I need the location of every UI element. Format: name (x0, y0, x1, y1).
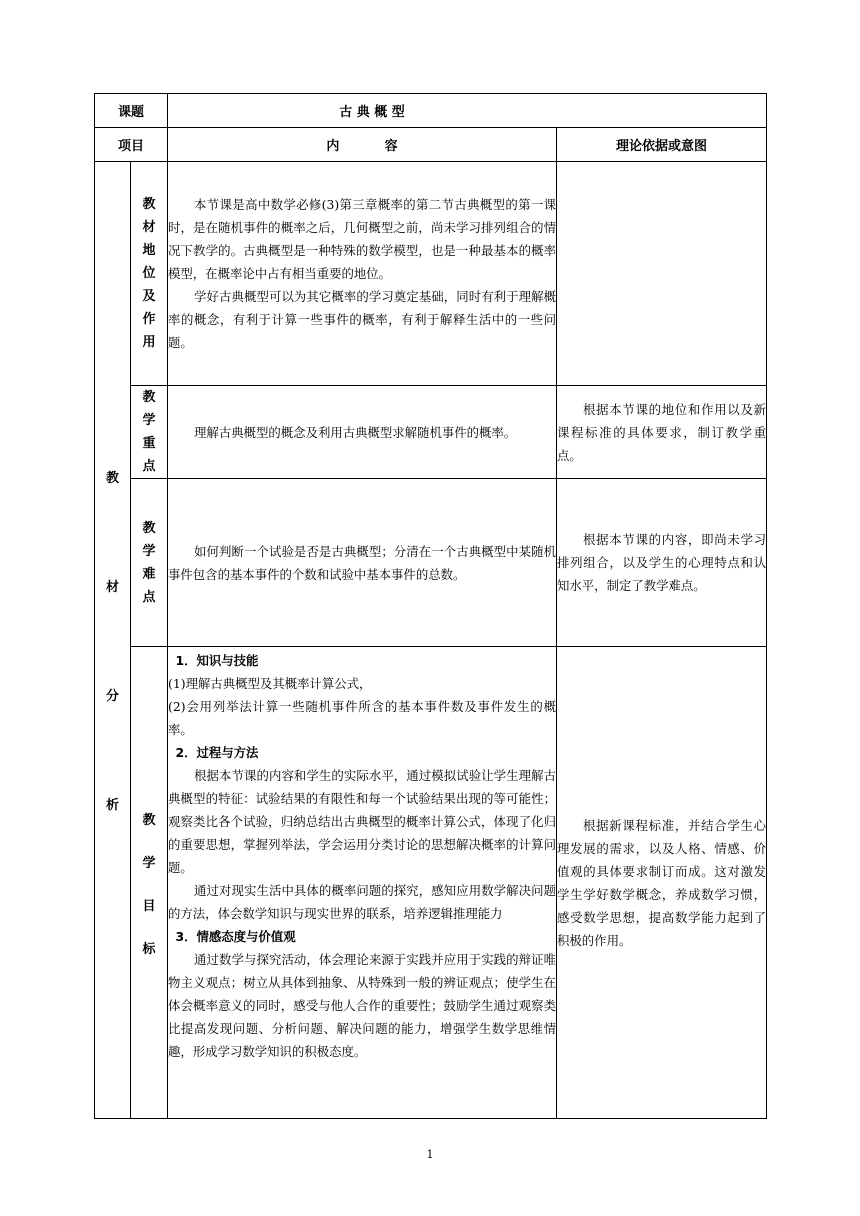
content-label: 内 容 (168, 128, 557, 162)
row-label-char: 难 (142, 566, 156, 582)
row-label-char: 点 (142, 589, 156, 605)
row-label-char: 学 (142, 855, 156, 871)
row-material-position (95, 162, 767, 386)
row-label-char: 目 (142, 898, 156, 914)
goal-item: (1)理解古典概型及其概率计算公式， (168, 676, 372, 691)
row-label-key-point (131, 386, 168, 479)
goal-heading: 1．知识与技能 (175, 653, 259, 668)
rationale-paragraph: 根据本节课的地位和作用以及新课程标准的具体要求，制订教学重点。 (557, 401, 767, 463)
section-label (95, 162, 131, 1119)
item-label: 项目 (95, 128, 168, 162)
column-header-row (95, 128, 767, 162)
rationale-teaching-goals (557, 647, 767, 1119)
content-key-point (168, 386, 557, 479)
row-label-material-position (131, 162, 168, 386)
row-difficulty (95, 479, 767, 647)
row-label-char: 及 (142, 289, 156, 304)
row-label-difficulty (131, 479, 168, 647)
row-label-char: 学 (142, 413, 156, 428)
rationale-key-point (557, 386, 767, 479)
row-label-char: 用 (142, 335, 156, 350)
row-label-char: 作 (142, 312, 156, 327)
content-material-position (168, 162, 557, 386)
row-label-char: 学 (142, 543, 156, 559)
content-teaching-goals (168, 647, 557, 1119)
topic-title (168, 94, 767, 128)
row-teaching-goals (95, 647, 767, 1119)
content-paragraph: 学好古典概型可以为其它概率的学习奠定基础，同时有利于理解概率的概念，有利于计算一些事件的概率，有利于解释生活中的一些问题。 (168, 289, 557, 350)
row-label-char: 教 (142, 520, 156, 536)
goal-heading: 3．情感态度与价值观 (175, 929, 296, 944)
row-label-char: 教 (142, 812, 156, 828)
section-label-char: 析 (105, 798, 119, 813)
goal-paragraph: 通过对现实生活中具体的概率问题的探究，感知应用数学解决问题的方法，体会数学知识与现实世界的联系，培养逻辑推理能力 (168, 883, 557, 921)
goal-item: (2)会用列举法计算一些随机事件所含的基本事件数及事件发生的概率。 (168, 699, 557, 737)
goal-paragraph: 根据本节课的内容和学生的实际水平，通过模拟试验让学生理解古典概型的特征：试验结果的有限性和每一个试验结果出现的等可能性；观察类比各个试验，归纳总结出古典概型的概率计算公式，体现了化归的重要思想，掌握列举法，学会运用分类讨论的思想解决概率的计算问题。 (168, 768, 557, 875)
row-label-teaching-goals (131, 647, 168, 1119)
topic-title-text: 古 典 概 型 (339, 105, 405, 120)
row-label-char: 教 (142, 197, 156, 212)
row-label-char: 重 (142, 436, 156, 451)
goal-heading: 2．过程与方法 (175, 745, 259, 760)
lesson-plan-table (94, 93, 767, 1119)
section-label-char: 分 (105, 689, 119, 704)
row-label-char: 标 (142, 941, 156, 957)
row-label-char: 地 (142, 243, 156, 258)
row-label-char: 位 (142, 266, 156, 281)
page-number: 1 (426, 1148, 434, 1161)
content-paragraph: 本节课是高中数学必修(3)第三章概率的第二节古典概型的第一课时，是在随机事件的概率之后，几何概型之前，尚未学习排列组合的情况下教学的。古典概型是一种特殊的数学模型，也是一种最基本的概率模型，在概率论中占有相当重要的地位。 (168, 197, 557, 281)
content-paragraph: 如何判断一个试验是否是古典概型；分清在一个古典概型中某随机事件包含的基本事件的个数和试验中基本事件的总数。 (168, 543, 557, 582)
row-label-char: 教 (142, 390, 156, 405)
content-difficulty (168, 479, 557, 647)
rationale-material-position (557, 162, 767, 386)
rationale-paragraph: 根据新课程标准，并结合学生心理发展的需求，以及人格、情感、价值观的具体要求制订而成。这对激发学生学好数学概念，养成数学习惯，感受数学思想，提高数学能力起到了积极的作用。 (557, 817, 767, 948)
rationale-paragraph: 根据本节课的内容，即尚未学习排列组合，以及学生的心理特点和认知水平，制定了教学难点。 (557, 532, 767, 593)
row-label-char: 材 (142, 220, 156, 235)
row-label-char: 点 (142, 459, 156, 474)
section-label-char: 教 (105, 471, 119, 486)
rationale-difficulty (557, 479, 767, 647)
rationale-label: 理论依据或意图 (557, 128, 767, 162)
goal-paragraph: 通过数学与探究活动，体会理论来源于实践并应用于实践的辩证唯物主义观点；树立从具体到抽象、从特殊到一般的辨证观点；使学生在体会概率意义的同时，感受与他人合作的重要性；鼓励学生通过观察类比提高发现问题、分析问题、解决问题的能力，增强学生数学思维情趣，形成学习数学知识的积极态度。 (168, 952, 557, 1059)
section-label-char: 材 (105, 580, 119, 595)
content-paragraph: 理解古典概型的概念及利用古典概型求解随机事件的概率。 (194, 424, 517, 440)
row-key-point (95, 386, 767, 479)
topic-row (95, 94, 767, 128)
topic-label: 课题 (95, 94, 168, 128)
